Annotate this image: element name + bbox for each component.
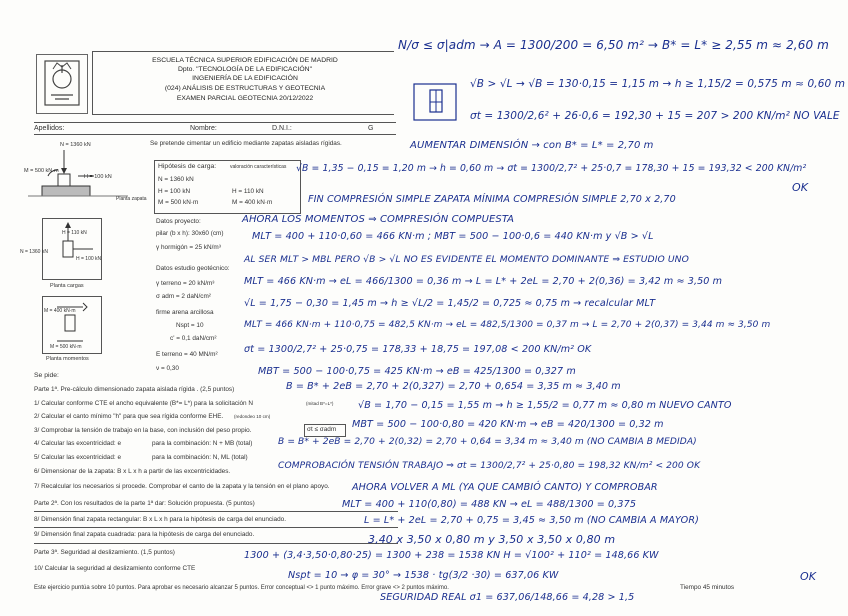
geo-sigma: σ adm = 2 daN/cm²	[156, 293, 211, 300]
hw-line-16: B = B* + 2eB = 2,70 + 2(0,327) = 2,70 + 0,654 = 3,35 m ≈ 3,40 m	[286, 381, 621, 392]
sketch-footing	[404, 80, 468, 126]
fig-mid-n: N = 1360 kN	[20, 249, 48, 255]
geo-firme: firme arena arcillosa	[156, 309, 214, 316]
intro-text: Se pretende cimentar un edificio mediante zapatas aisladas rígidas.	[150, 140, 342, 147]
part1-title: Parte 1ª. Pre-cálculo dimensionado zapata aislada rígida . (2,5 puntos)	[34, 386, 235, 393]
fig-bot-mx: M = 500 kN·m	[50, 344, 82, 350]
field-group: G	[368, 125, 374, 132]
hw-line-23: L = L* + 2eL = 2,70 + 0,75 = 3,45 ≈ 3,50 m (NO CAMBIA A MAYOR)	[364, 515, 699, 526]
hw-line-15: MBT = 500 − 100·0,75 = 425 KN·m → eB = 425/1300 = 0,327 m	[258, 366, 576, 377]
part3-title: Parte 3ª. Seguridad al deslizamiento. (1,5 puntos)	[34, 549, 175, 556]
header-dept: Dpto. "TECNOLOGÍA DE LA EDIFICACIÓN"	[178, 66, 312, 73]
hw-line-19: B = B* + 2eB = 2,70 + 2(0,32) = 2,70 + 0,64 = 3,34 m ≈ 3,40 m (NO CAMBIA B MEDIDA)	[278, 437, 697, 447]
footer-text: Este ejercicio puntúa sobre 10 puntos. Para aprobar es necesario alcanzar 5 puntos. Error conceptual <> 1 punto máximo. Error grave <> 2 puntos máximo.	[34, 585, 449, 591]
geo-title: Datos estudio geotécnico:	[156, 265, 230, 272]
hypothesis-hx: H = 100 kN	[158, 188, 191, 195]
hypothesis-hy: H = 110 kN	[232, 188, 264, 195]
geo-e: E terreno = 40 MN/m²	[156, 351, 218, 358]
hw-line-1: N/σ ≤ σ|adm → A = 1300/200 = 6,50 m² → B* = L* ≥ 2,55 m ≈ 2,60 m	[398, 38, 829, 52]
time-limit: Tiempo 45 minutos	[680, 584, 735, 591]
hw-line-25: 1300 + (3,4·3,50·0,80·25) = 1300 + 238 = 1538 KN H = √100² + 110² = 148,66 KW	[244, 550, 659, 561]
header-exam: EXAMEN PARCIAL GEOTECNIA 20/12/2022	[176, 95, 314, 102]
hw-line-13: MLT = 466 KN·m + 110·0,75 = 482,5 KN·m → eL = 482,5/1300 = 0,37 m → L = 2,70 + 2(0,37) = 3,44 m ≈ 3,50 m	[244, 320, 771, 330]
hypothesis-title: Hipótesis de carga:	[158, 163, 217, 170]
hw-line-18: MBT = 500 − 100·0,80 = 420 KN·m → eB = 420/1300 = 0,32 m	[352, 419, 664, 430]
header-subdept: INGENIERÍA DE LA EDIFICACIÓN	[192, 75, 298, 82]
hw-line-7: FIN COMPRESIÓN SIMPLE ZAPATA MÍNIMA COMPRESIÓN SIMPLE 2,70 x 2,70	[308, 194, 676, 205]
hw-line-20: COMPROBACIÓN TENSIÓN TRABAJO ⇒ σt = 1300/2,7² + 25·0,80 = 198,32 KN/m² < 200 OK	[278, 461, 701, 471]
field-nombre: Nombre:	[190, 125, 217, 132]
hw-line-21: AHORA VOLVER A ML (YA QUE CAMBIÓ CANTO) Y COMPROBAR	[352, 482, 658, 493]
hw-line-28: OK	[800, 570, 817, 583]
project-hormigon: γ hormigón = 25 kN/m³	[156, 244, 221, 251]
se-pide: Se pide:	[34, 372, 59, 379]
fig-mid-label: Planta cargas	[50, 283, 84, 289]
school-logo	[36, 54, 88, 114]
hypothesis-subtitle: valoración características	[230, 164, 287, 170]
hw-line-26: Nspt = 10 → φ = 30° → 1538 · tg(3/2 ·30) = 637,06 KW	[288, 570, 559, 581]
hw-line-5: √B = 1,35 − 0,15 = 1,20 m → h = 0,60 m → σt = 1300/2,7² + 25·0,7 = 178,30 + 15 = 193,32 < 200 KN/m²	[296, 163, 807, 174]
hw-line-4: AUMENTAR DIMENSIÓN → con B* = L* = 2,70 m	[410, 140, 654, 151]
geo-nspt: Nspt = 10	[176, 322, 204, 329]
hypothesis-mx: M = 500 kN·m	[158, 199, 199, 206]
crest-icon	[37, 55, 87, 113]
geo-c: c' = 0,1 daN/cm²	[170, 335, 217, 342]
question-2: 2/ Calcular el canto mínimo "h" para que sea rígida conforme EHE.	[34, 413, 224, 420]
hw-line-11: MLT = 466 KN·m → eL = 466/1300 = 0,36 m → L = L* + 2eL = 2,70 + 2(0,36) = 3,42 m ≈ 3,50 m	[244, 276, 723, 287]
fig-top-n: N = 1360 kN	[60, 142, 91, 148]
hw-line-17: √B = 1,70 − 0,15 = 1,55 m → h ≥ 1,55/2 = 0,77 m ≈ 0,80 m NUEVO CANTO	[358, 400, 732, 411]
question-9: 9/ Dimensión final zapata cuadrada: para la hipótesis de carga del enunciado.	[34, 531, 255, 538]
fig-mid-hy: H = 110 kN	[62, 230, 87, 236]
hw-line-27: SEGURIDAD REAL σ1 = 637,06/148,66 = 4,28 > 1,5	[380, 592, 635, 603]
question-1-note: (mitad B*=L*)	[306, 401, 334, 406]
hw-line-22: MLT = 400 + 110(0,80) = 488 KN → eL = 488/1300 = 0,375	[342, 499, 637, 510]
question-3-boxtext: σt ≤ σadm	[307, 426, 337, 433]
field-dni: D.N.I.:	[272, 125, 292, 132]
question-5b: para la combinación: N, ML (total)	[152, 454, 248, 461]
question-2-note: (redondeo 10 cm)	[234, 414, 271, 419]
part2-title: Parte 2ª. Con los resultados de la parte 1ª dar: Solución propuesta. (5 puntos)	[34, 500, 255, 507]
question-4b: para la combinación: N + MB (total)	[152, 440, 253, 447]
hw-line-14: σt = 1300/2,7² + 25·0,75 = 178,33 + 18,75 = 197,08 < 200 KN/m² OK	[244, 344, 592, 355]
fig-top-plan: Planta zapata	[116, 196, 147, 202]
question-6: 6/ Dimensionar de la zapata: B x L x h a partir de las excentricidades.	[34, 468, 231, 475]
hw-line-6: OK	[792, 181, 809, 194]
project-pilar: pilar (b x h): 30x60 (cm)	[156, 230, 224, 237]
question-7: 7/ Recalcular los necesarios si procede. Comprobar el canto de la zapata y la tensión en el plano apoyo.	[34, 483, 330, 490]
figure-plan-loads	[42, 218, 102, 280]
fig-bot-label: Planta momentos	[46, 356, 89, 362]
question-5: 5/ Calcular las excentricidad: e	[34, 454, 122, 461]
hw-line-8: AHORA LOS MOMENTOS ⇒ COMPRESIÓN COMPUESTA	[242, 214, 515, 225]
question-3: 3/ Comprobar la tensión de trabajo en la base, con inclusión del peso propio.	[34, 427, 252, 434]
header-course: (024) ANÁLISIS DE ESTRUCTURAS Y GEOTECNIA	[164, 85, 326, 92]
hypothesis-n: N = 1360 kN	[158, 176, 194, 183]
question-1: 1/ Calcular conforme CTE el ancho equivalente (B*= L*) para la solicitación N	[34, 400, 253, 407]
field-apellidos: Apellidos:	[34, 125, 65, 132]
question-4: 4/ Calcular las excentricidad: e	[34, 440, 122, 447]
hw-line-9: MLT = 400 + 110·0,60 = 466 KN·m ; MBT = 500 − 100·0,6 = 440 KN·m y √B > √L	[252, 231, 654, 242]
fig-top-hx: H = 100 kN	[84, 174, 112, 180]
hw-line-24: 3,40 x 3,50 x 0,80 m y 3,50 x 3,50 x 0,80 m	[368, 533, 616, 546]
geo-gamma: γ terreno = 20 kN/m³	[156, 280, 215, 287]
header-school: ESCUELA TÉCNICA SUPERIOR EDIFICACIÓN DE MADRID	[152, 57, 338, 64]
fig-mid-hx: H = 100 kN	[76, 256, 102, 262]
hw-line-2: √B > √L → √B = 130·0,15 = 1,15 m → h ≥ 1,15/2 = 0,575 m ≈ 0,60 m	[470, 78, 846, 90]
fig-bot-m: M = 400 kN·m	[44, 308, 76, 314]
question-10: 10/ Calcular la seguridad al deslizamiento conforme CTE	[34, 565, 196, 572]
hw-line-3: σt = 1300/2,6² + 26·0,6 = 192,30 + 15 = 207 > 200 KN/m² NO VALE	[470, 110, 840, 122]
project-title: Datos proyecto:	[156, 218, 201, 225]
hw-line-12: √L = 1,75 − 0,30 = 1,45 m → h ≥ √L/2 = 1,45/2 = 0,725 ≈ 0,75 m → recalcular MLT	[244, 298, 656, 309]
question-8: 8/ Dimensión final zapata rectangular: B x L x h para la hipótesis de carga del enunciado.	[34, 516, 286, 523]
hw-line-10: AL SER MLT > MBL PERO √B > √L NO ES EVIDENTE EL MOMENTO DOMINANTE ⇒ ESTUDIO UNO	[244, 254, 689, 265]
geo-nu: ν = 0,30	[156, 365, 179, 372]
hypothesis-my: M = 400 kN·m	[232, 199, 273, 206]
fig-top-mx: M = 500 kN·m	[24, 168, 59, 174]
